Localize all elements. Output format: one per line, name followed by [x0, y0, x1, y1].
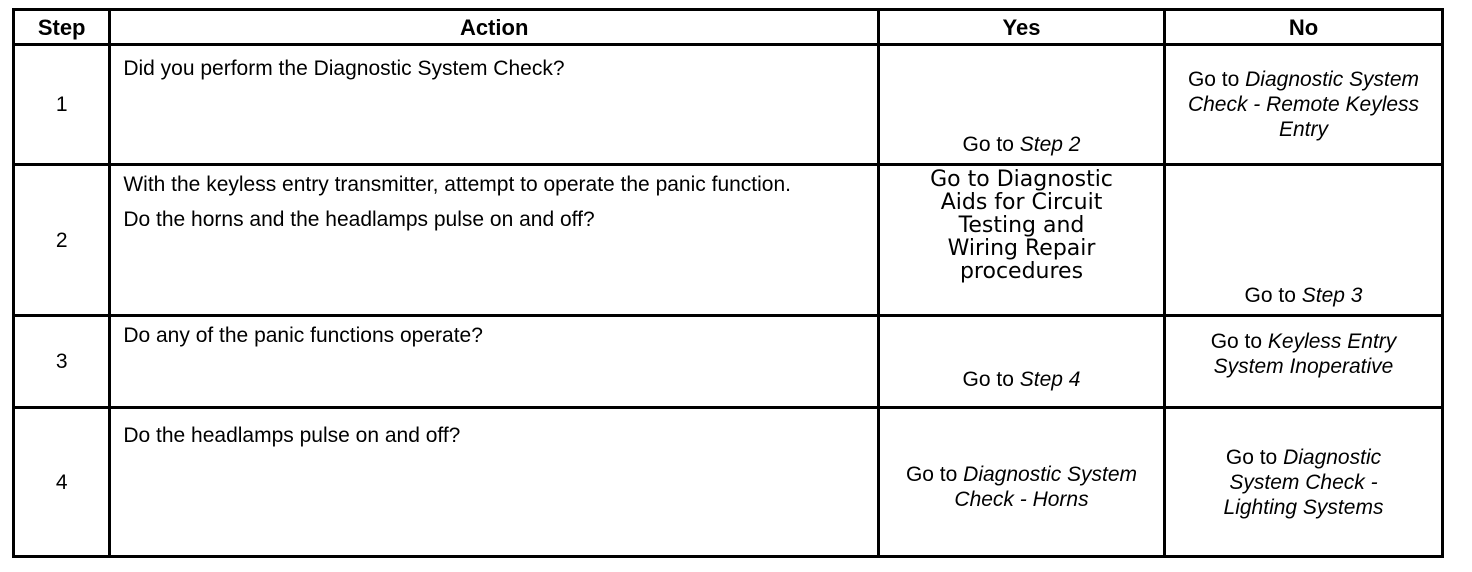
yes-result [886, 409, 1157, 555]
no-result [1172, 46, 1435, 163]
diagnostic-system-check-rke-link[interactable]: Diagnostic System Check - Remote Keyless Entry [1187, 68, 1420, 142]
header-row [14, 10, 1443, 45]
go-to-prefix: Go to [1187, 68, 1246, 92]
table-row-step-2 [14, 165, 1443, 316]
diagnostic-table [12, 8, 1444, 558]
no-cell [1165, 408, 1443, 557]
action-text: Do the headlamps pulse on and off? [123, 424, 461, 448]
go-to-prefix: Go to [905, 463, 964, 487]
header-step: Step [14, 10, 110, 45]
no-result [1172, 283, 1435, 308]
header-yes: Yes [879, 10, 1165, 45]
yes-cell [879, 408, 1165, 557]
no-cell [1165, 316, 1443, 408]
no-cell [1165, 165, 1443, 316]
header-no: No [1165, 10, 1443, 45]
no-cell [1165, 45, 1443, 165]
action-cell [110, 165, 879, 316]
action-cell [110, 316, 879, 408]
step-number: 1 [14, 45, 110, 165]
step-number: 3 [14, 316, 110, 408]
step-number: 2 [14, 165, 110, 316]
table-row-step-3 [14, 316, 1443, 408]
yes-result [886, 132, 1157, 157]
go-to-prefix: Go to [962, 368, 1020, 392]
step-4-link[interactable]: Step 4 [1019, 368, 1081, 392]
go-to-prefix: Go to [962, 133, 1020, 157]
action-cell [110, 45, 879, 165]
step-3-link[interactable]: Step 3 [1301, 284, 1363, 308]
no-result [1172, 409, 1435, 555]
action-text: Did you perform the Diagnostic System Check? [123, 57, 565, 80]
yes-cell [879, 316, 1165, 408]
go-to-prefix: Go to [1210, 330, 1268, 354]
action-text: With the keyless entry transmitter, attempt to operate the panic function. [123, 173, 791, 197]
action-question: Do the horns and the headlamps pulse on and off? [123, 208, 595, 232]
keyless-entry-inoperative-link[interactable]: Keyless Entry System Inoperative [1213, 330, 1397, 379]
yes-cell [879, 165, 1165, 316]
action-cell [110, 408, 879, 557]
diagnostic-system-check-horns-link[interactable]: Diagnostic System Check - Horns [954, 463, 1138, 512]
table-row-step-4 [14, 408, 1443, 557]
diagnostic-system-check-lighting-link[interactable]: Diagnostic System Check - Lighting Systems [1223, 445, 1384, 519]
yes-result [886, 367, 1157, 392]
no-result [1172, 329, 1435, 379]
diagnostic-table-container [12, 8, 1444, 558]
header-action: Action [110, 10, 879, 45]
go-to-prefix: Go to [1244, 284, 1302, 308]
table-row-step-1 [14, 45, 1443, 165]
diagnostic-aids-link[interactable]: Go to Diagnostic Aids for Circuit Testing and Wiring Repair procedures [930, 167, 1113, 285]
step-2-link[interactable]: Step 2 [1019, 133, 1081, 157]
step-number: 4 [14, 408, 110, 557]
yes-cell [879, 45, 1165, 165]
action-text: Do any of the panic functions operate? [123, 324, 483, 348]
go-to-prefix: Go to [1225, 445, 1284, 469]
